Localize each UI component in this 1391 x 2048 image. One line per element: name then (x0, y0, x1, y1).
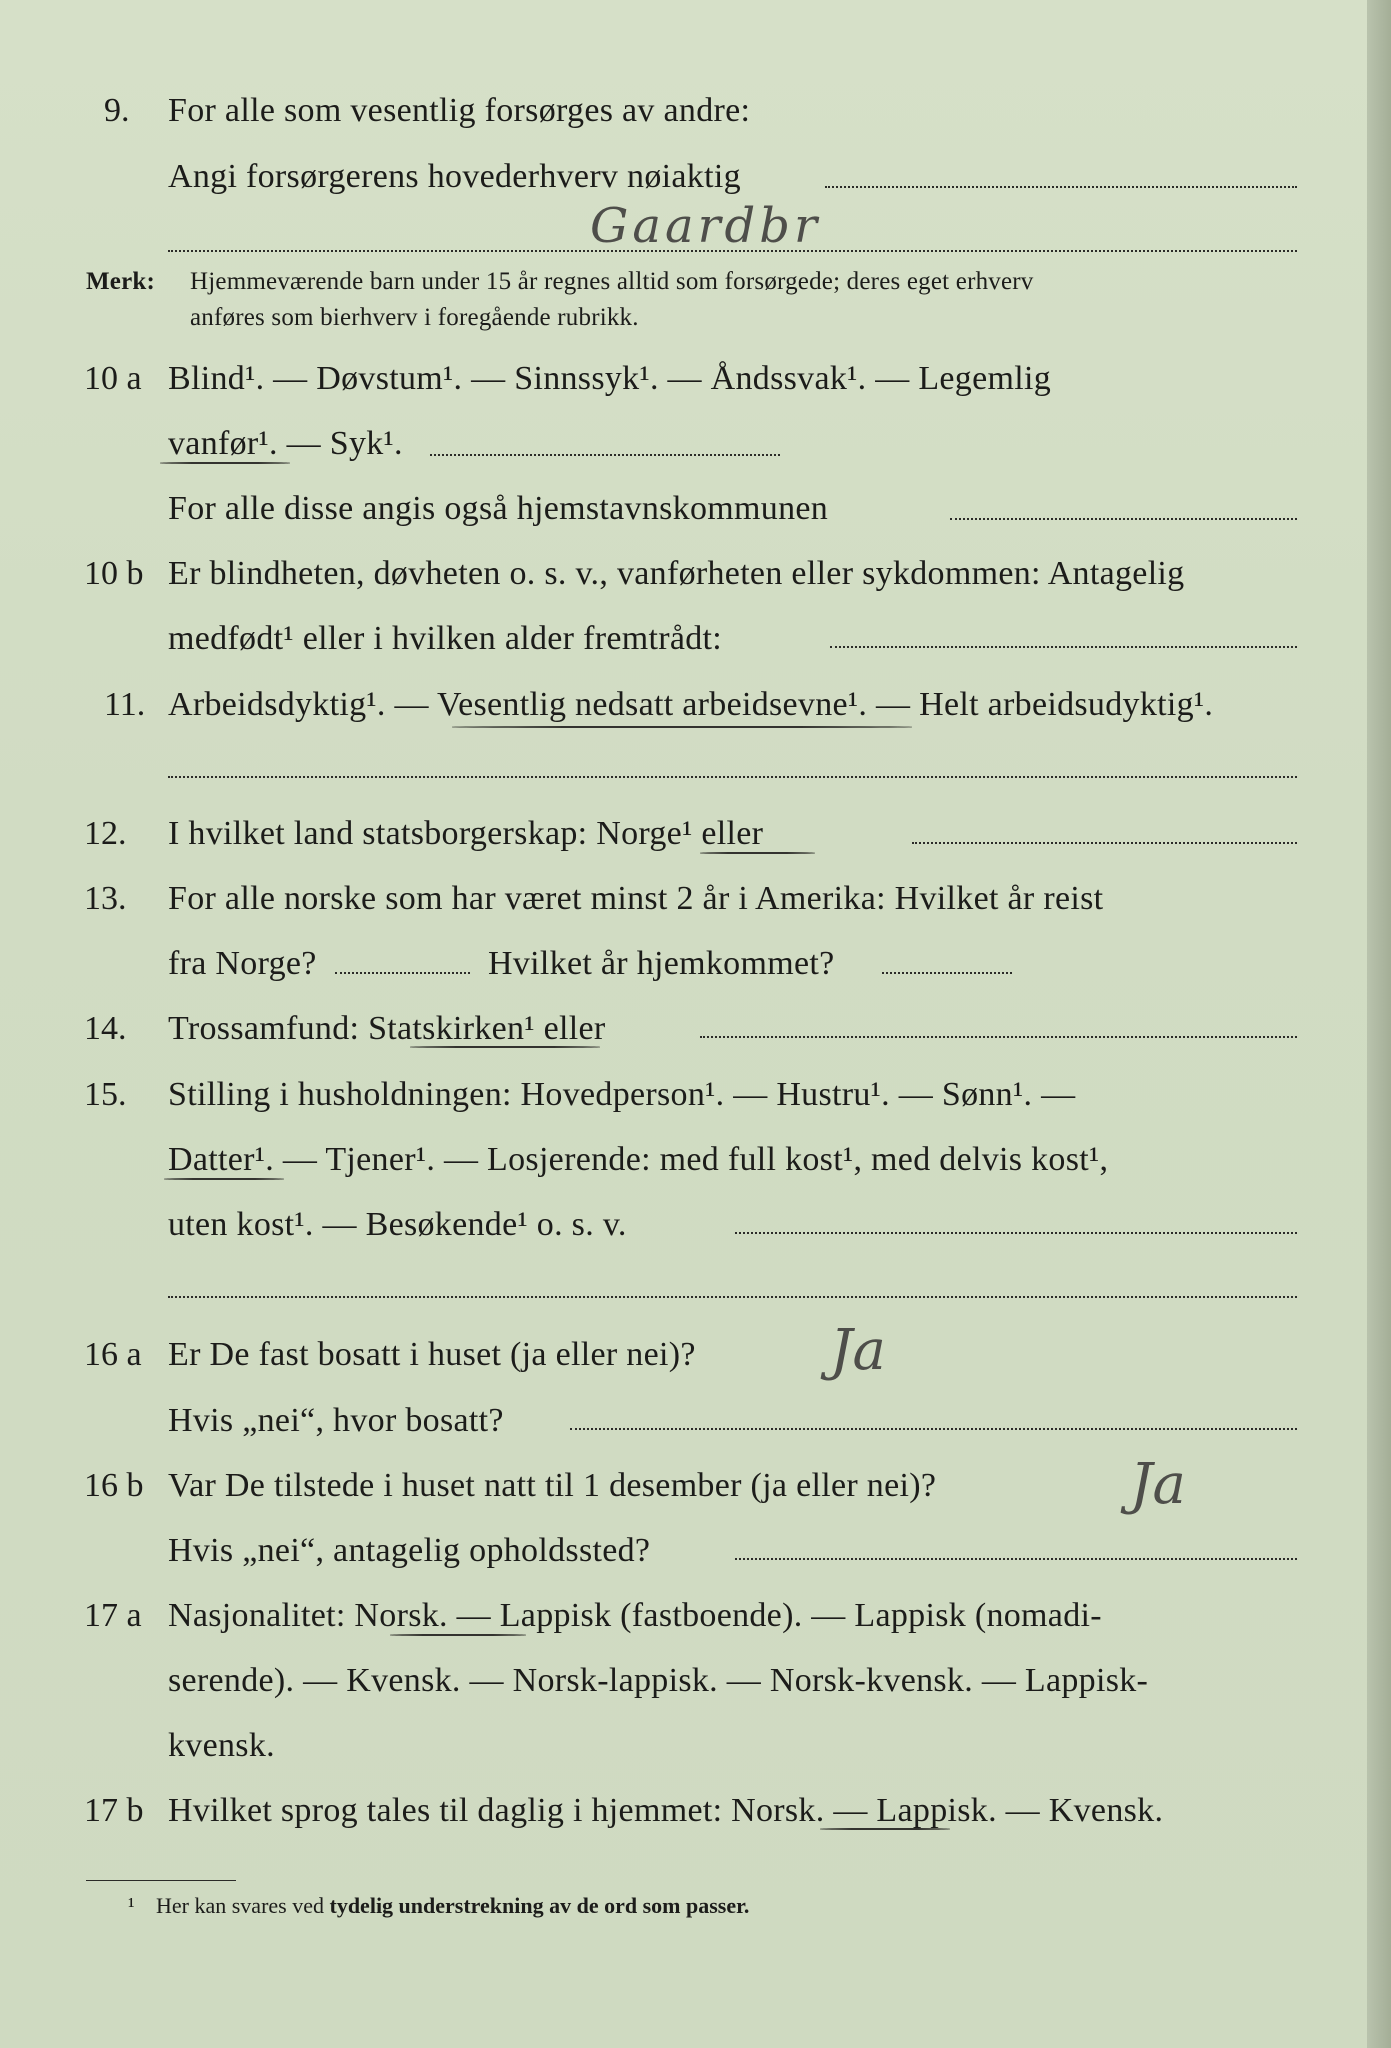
q15-extra-line (168, 1296, 1297, 1298)
q13-reist-line (335, 972, 470, 974)
q17b-norsk-underline (820, 1828, 950, 1830)
q12-norge-underline (700, 852, 815, 854)
q10a-syk-line (430, 454, 780, 456)
q11-number: 11. (104, 686, 146, 723)
footnote-rule (86, 1880, 236, 1881)
q14-line1: Trossamfund: Statskirken¹ eller (168, 1010, 606, 1047)
q16a-answer-line (570, 1428, 1297, 1430)
q10a-line3: For alle disse angis også hjemstavnskommunen (168, 490, 829, 527)
q10b-answer-line (830, 646, 1297, 648)
footnote-text (156, 1893, 749, 1919)
q16b-line2: Hvis „nei“, antagelig opholdssted? (168, 1532, 651, 1569)
q13-number: 13. (84, 880, 127, 917)
q11-answer-line (168, 776, 1297, 778)
q15-answer-line (735, 1232, 1297, 1234)
footnote-text-bold: tydelig understrekning av de ord som passer. (329, 1893, 750, 1918)
q10b-line1: Er blindheten, døvheten o. s. v., vanførheten eller sykdommen: Antagelig (168, 555, 1185, 592)
q16b-answer-line (735, 1558, 1297, 1560)
q17b-number: 17 b (84, 1792, 144, 1829)
q13-line2b: Hvilket år hjemkommet? (488, 945, 835, 982)
q9-answer-line-1 (825, 186, 1297, 188)
q12-line1: I hvilket land statsborgerskap: Norge¹ eller (168, 815, 764, 852)
q17a-number: 17 a (84, 1597, 142, 1634)
q12-number: 12. (84, 815, 127, 852)
q10a-line2: vanfør¹. — Syk¹. (168, 425, 403, 462)
q17a-norsk-underline (390, 1634, 526, 1636)
q16a-line2: Hvis „nei“, hvor bosatt? (168, 1402, 504, 1439)
q16b-line1: Var De tilstede i huset natt til 1 desember (ja eller nei)? (168, 1467, 937, 1504)
q17b-line1: Hvilket sprog tales til daglig i hjemmet: Norsk. — Lappisk. — Kvensk. (168, 1792, 1164, 1829)
q9-line2: Angi forsørgerens hovederhverv nøiaktig (168, 158, 741, 195)
page-edge-shadow (1367, 0, 1391, 2048)
q14-answer-line (700, 1036, 1297, 1038)
q17a-line1: Nasjonalitet: Norsk. — Lappisk (fastboende). — Lappisk (nomadi- (168, 1597, 1102, 1634)
q15-line1: Stilling i husholdningen: Hovedperson¹. — Hustru¹. — Sønn¹. — (168, 1076, 1076, 1113)
merk-line2: anføres som bierhverv i foregående rubrikk. (190, 304, 639, 331)
q17a-line3: kvensk. (168, 1727, 275, 1764)
q9-number: 9. (104, 92, 130, 129)
q14-statskirken-underline (410, 1046, 600, 1048)
q15-line3: uten kost¹. — Besøkende¹ o. s. v. (168, 1206, 627, 1243)
merk-line1: Hjemmeværende barn under 15 år regnes alltid som forsørgede; deres eget erhverv (190, 268, 1034, 295)
merk-label: Merk: (86, 268, 156, 295)
q10a-vanfor-underline (160, 462, 290, 464)
footnote-marker: ¹ (128, 1893, 135, 1918)
q16a-handwritten-answer: Ja (830, 1318, 886, 1383)
q13-line2a: fra Norge? (168, 945, 317, 982)
q16b-handwritten-answer: Ja (1130, 1452, 1186, 1517)
q15-datter-underline (164, 1178, 284, 1180)
q10a-number: 10 a (84, 360, 142, 397)
q9-answer-line-2 (168, 250, 1297, 252)
q11-underline (452, 726, 912, 728)
q10b-number: 10 b (84, 555, 144, 592)
q16a-line1: Er De fast bosatt i huset (ja eller nei)? (168, 1336, 696, 1373)
q17a-line2: serende). — Kvensk. — Norsk-lappisk. — Norsk-kvensk. — Lappisk- (168, 1662, 1149, 1699)
q15-number: 15. (84, 1076, 127, 1113)
q11-line1: Arbeidsdyktig¹. — Vesentlig nedsatt arbeidsevne¹. — Helt arbeidsudyktig¹. (168, 686, 1214, 723)
q10b-line2: medfødt¹ eller i hvilken alder fremtrådt: (168, 620, 723, 657)
q16a-number: 16 a (84, 1336, 142, 1373)
footnote-text-plain: Her kan svares ved (156, 1893, 330, 1918)
q13-line1: For alle norske som har været minst 2 år i Amerika: Hvilket år reist (168, 880, 1104, 917)
q14-number: 14. (84, 1010, 127, 1047)
q15-line2: Datter¹. — Tjener¹. — Losjerende: med full kost¹, med delvis kost¹, (168, 1141, 1109, 1178)
q13-hjemkommet-line (882, 972, 1012, 974)
q10a-kommune-line (950, 518, 1297, 520)
q10a-line1: Blind¹. — Døvstum¹. — Sinnssyk¹. — Åndssvak¹. — Legemlig (168, 360, 1052, 397)
q12-answer-line (912, 842, 1297, 844)
q9-handwritten-answer: Gaardbr (590, 198, 821, 254)
q9-line1: For alle som vesentlig forsørges av andre: (168, 92, 751, 129)
q16b-number: 16 b (84, 1467, 144, 1504)
